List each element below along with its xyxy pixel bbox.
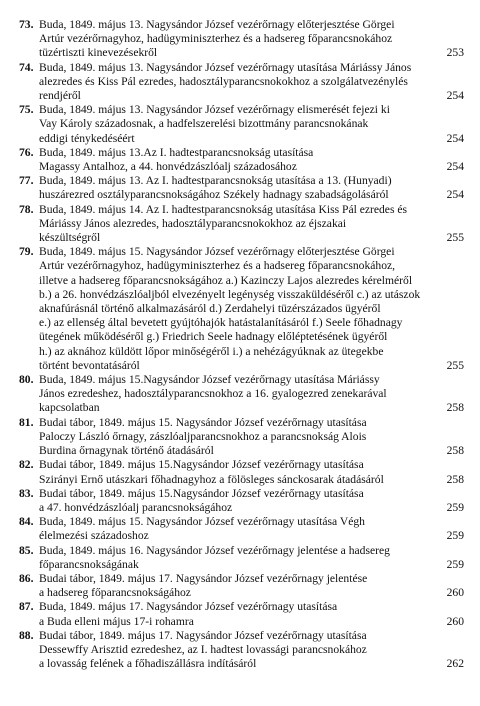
page-number: 258 bbox=[446, 401, 464, 415]
entry-number: 77. bbox=[19, 174, 34, 188]
page-number: 255 bbox=[446, 358, 464, 372]
entry-text-line: aknafúrásnál történő alkalmazásáról d.) Zerdahelyi tüzérszázados ügyéről bbox=[39, 302, 381, 316]
entry-text-line: rendjéről bbox=[39, 89, 81, 103]
entry-text-line: Budai tábor, 1849. május 15.Nagysándor József vezérőrnagy utasítása bbox=[39, 486, 364, 500]
entry-number: 82. bbox=[19, 458, 34, 472]
entry-text-line: tüzértiszti kinevezésekről bbox=[39, 46, 158, 60]
toc-entry bbox=[19, 61, 464, 104]
entry-number: 80. bbox=[19, 373, 34, 387]
entry-text-line: Vay Károly századosnak, a hadfelszerelési bizottmány parancsnokának bbox=[39, 117, 369, 131]
toc-entry bbox=[19, 515, 464, 543]
entry-number: 86. bbox=[19, 571, 34, 585]
entry-number: 84. bbox=[19, 515, 34, 529]
entry-text-line: Paloczy László őrnagy, zászlóaljparancsnokhoz a parancsnokság Alois bbox=[39, 429, 367, 443]
entry-text-line: Buda, 1849. május 13. Nagysándor József vezérőrnagy előterjesztése Görgei bbox=[39, 18, 395, 31]
entry-text-line: Artúr vezérőrnagyhoz, hadügyminiszterhez és a hadsereg főparancsnokához bbox=[39, 32, 393, 46]
entry-text-line: Buda, 1849. május 13. Nagysándor József vezérőrnagy elismerését fejezi ki bbox=[39, 103, 390, 117]
entry-text-line: eddigi ténykedéséért bbox=[39, 131, 135, 145]
entry-number: 83. bbox=[19, 486, 34, 500]
toc-entry bbox=[19, 18, 464, 61]
entry-text-line: főparancsnokságának bbox=[39, 557, 139, 571]
entry-number: 81. bbox=[19, 415, 34, 429]
entry-number: 76. bbox=[19, 145, 34, 159]
page-number: 259 bbox=[446, 557, 464, 571]
toc-entry bbox=[19, 458, 464, 486]
entry-text-line: a hadsereg főparancsnokságához bbox=[39, 586, 191, 600]
entry-text-line: Buda, 1849. május 16. Nagysándor József vezérőrnagy jelentése a hadsereg bbox=[39, 543, 390, 557]
page-number: 260 bbox=[446, 586, 464, 600]
page-number: 255 bbox=[446, 231, 464, 245]
toc-entry bbox=[19, 487, 464, 515]
page-number: 258 bbox=[446, 472, 464, 486]
entry-text-line: Dessewffy Arisztid ezredeshez, az I. hadtest lovassági parancsnokához bbox=[39, 642, 367, 656]
entry-number: 87. bbox=[19, 600, 34, 614]
page-number: 259 bbox=[446, 500, 464, 514]
page-number: 259 bbox=[446, 529, 464, 543]
toc-entry bbox=[19, 544, 464, 572]
toc-entry bbox=[19, 146, 464, 174]
entry-text-line: huszárezred osztályparancsnokságához Székely hadnagy szabadságolásáról bbox=[39, 188, 389, 202]
entry-text-line: Buda, 1849. május 15. Nagysándor József vezérőrnagy előterjesztése Görgei bbox=[39, 245, 395, 259]
entry-text-line: a 47. honvédzászlóalj parancsnokságához bbox=[39, 500, 233, 514]
entry-number: 79. bbox=[19, 245, 34, 259]
entry-text-line: történt bevontatásáról bbox=[39, 358, 140, 372]
toc-entry bbox=[19, 416, 464, 459]
entry-text-line: Szirányi Ernő utászkari főhadnagyhoz a fölösleges sánckosarak átadásáról bbox=[39, 472, 384, 486]
entry-text-line: Burdina őrnagynak történő átadásáról bbox=[39, 444, 214, 458]
toc-entry bbox=[19, 629, 464, 672]
toc-entry bbox=[19, 373, 464, 416]
entry-text-line: készültségről bbox=[39, 231, 101, 245]
entry-text-line: János ezredeshez, hadosztályparancsnokhoz a 16. gyalogezred zenekarával bbox=[39, 387, 387, 401]
entry-text-line: Máriássy János alezredes, hadosztályparancsnokokhoz az éjszakai bbox=[39, 216, 347, 230]
page-number: 253 bbox=[446, 46, 464, 60]
entry-number: 88. bbox=[19, 628, 34, 642]
entry-text-line: Buda, 1849. május 13.Az I. hadtestparancsnokság utasítása bbox=[39, 145, 314, 159]
toc-entry bbox=[19, 203, 464, 246]
entry-text-line: Buda, 1849. május 14. Az I. hadtestparancsnokság utasítása Kiss Pál ezredes és bbox=[39, 202, 408, 216]
entry-text-line: Budai tábor, 1849. május 15. Nagysándor József vezérőrnagy utasítása bbox=[39, 415, 367, 429]
entry-text-line: e.) az ellenség által bevetett gyújtóhajók hatástalanításáról f.) Seele főhadnagy bbox=[39, 316, 403, 330]
entry-number: 78. bbox=[19, 202, 34, 216]
page-number: 254 bbox=[446, 160, 464, 174]
entry-text-line: Artúr vezérőrnagyhoz, hadügyminiszterhez és a hadsereg főparancsnokához, bbox=[39, 259, 396, 273]
entry-text-line: Buda, 1849. május 15. Nagysándor József vezérőrnagy utasítása Végh bbox=[39, 515, 365, 529]
page-number: 260 bbox=[446, 614, 464, 628]
entry-number: 74. bbox=[19, 60, 34, 74]
toc-entry bbox=[19, 600, 464, 628]
entry-text-line: h.) az aknához küldött lőpor minőségéről i.) a nehézágyúknak az ütegekbe bbox=[39, 344, 384, 358]
entry-number: 75. bbox=[19, 103, 34, 117]
entry-text-line: Budai tábor, 1849. május 15.Nagysándor József vezérőrnagy utasítása bbox=[39, 458, 364, 472]
entry-text-line: élelmezési századoshoz bbox=[39, 529, 149, 543]
toc-entry bbox=[19, 572, 464, 600]
entry-text-line: b.) a 26. honvédzászlóaljból elvezényelt legénység visszaküldéséről c.) az utászok bbox=[39, 287, 421, 301]
entry-text-line: kapcsolatban bbox=[39, 401, 100, 415]
entry-text-line: Magassy Antalhoz, a 44. honvédzászlóalj századosához bbox=[39, 160, 297, 174]
toc-entry bbox=[19, 174, 464, 202]
page-number: 254 bbox=[446, 89, 464, 103]
entry-text-line: illetve a hadsereg főparancsnokságához a.) Kazinczy Lajos alezredes kérelméről bbox=[39, 273, 413, 287]
page-number: 254 bbox=[446, 131, 464, 145]
entry-text-line: a lovasság felének a főhadiszállásra indításáról bbox=[39, 657, 257, 671]
entry-text-line: ütegének működéséről g.) Friedrich Seele hadnagy előléptetésének ügyéről bbox=[39, 330, 388, 344]
entry-text-line: alezredes és Kiss Pál ezredes, hadosztályparancsnokokhoz a szolgálatvezénylés bbox=[39, 74, 408, 88]
entry-text-line: Budai tábor, 1849. május 17. Nagysándor József vezérőrnagy utasítása bbox=[39, 628, 367, 642]
entry-text-line: Buda, 1849. május 17. Nagysándor József vezérőrnagy utasítása bbox=[39, 600, 338, 614]
toc-entry bbox=[19, 103, 464, 146]
entry-number: 73. bbox=[19, 18, 34, 31]
page-number: 254 bbox=[446, 188, 464, 202]
entry-text-line: Buda, 1849. május 13. Nagysándor József vezérőrnagy utasítása Máriássy János bbox=[39, 60, 412, 74]
entry-text-line: a Buda elleni május 17-i rohamra bbox=[39, 614, 194, 628]
entry-text-line: Buda, 1849. május 15.Nagysándor József vezérőrnagy utasítása Máriássy bbox=[39, 373, 380, 387]
entry-number: 85. bbox=[19, 543, 34, 557]
entry-text-line: Budai tábor, 1849. május 17. Nagysándor József vezérőrnagy jelentése bbox=[39, 571, 368, 585]
page-number: 262 bbox=[446, 657, 464, 671]
toc-entry bbox=[19, 245, 464, 373]
page-number: 258 bbox=[446, 444, 464, 458]
entry-text-line: Buda, 1849. május 13. Az I. hadtestparancsnokság utasítása a 13. (Hunyadi) bbox=[39, 174, 392, 188]
